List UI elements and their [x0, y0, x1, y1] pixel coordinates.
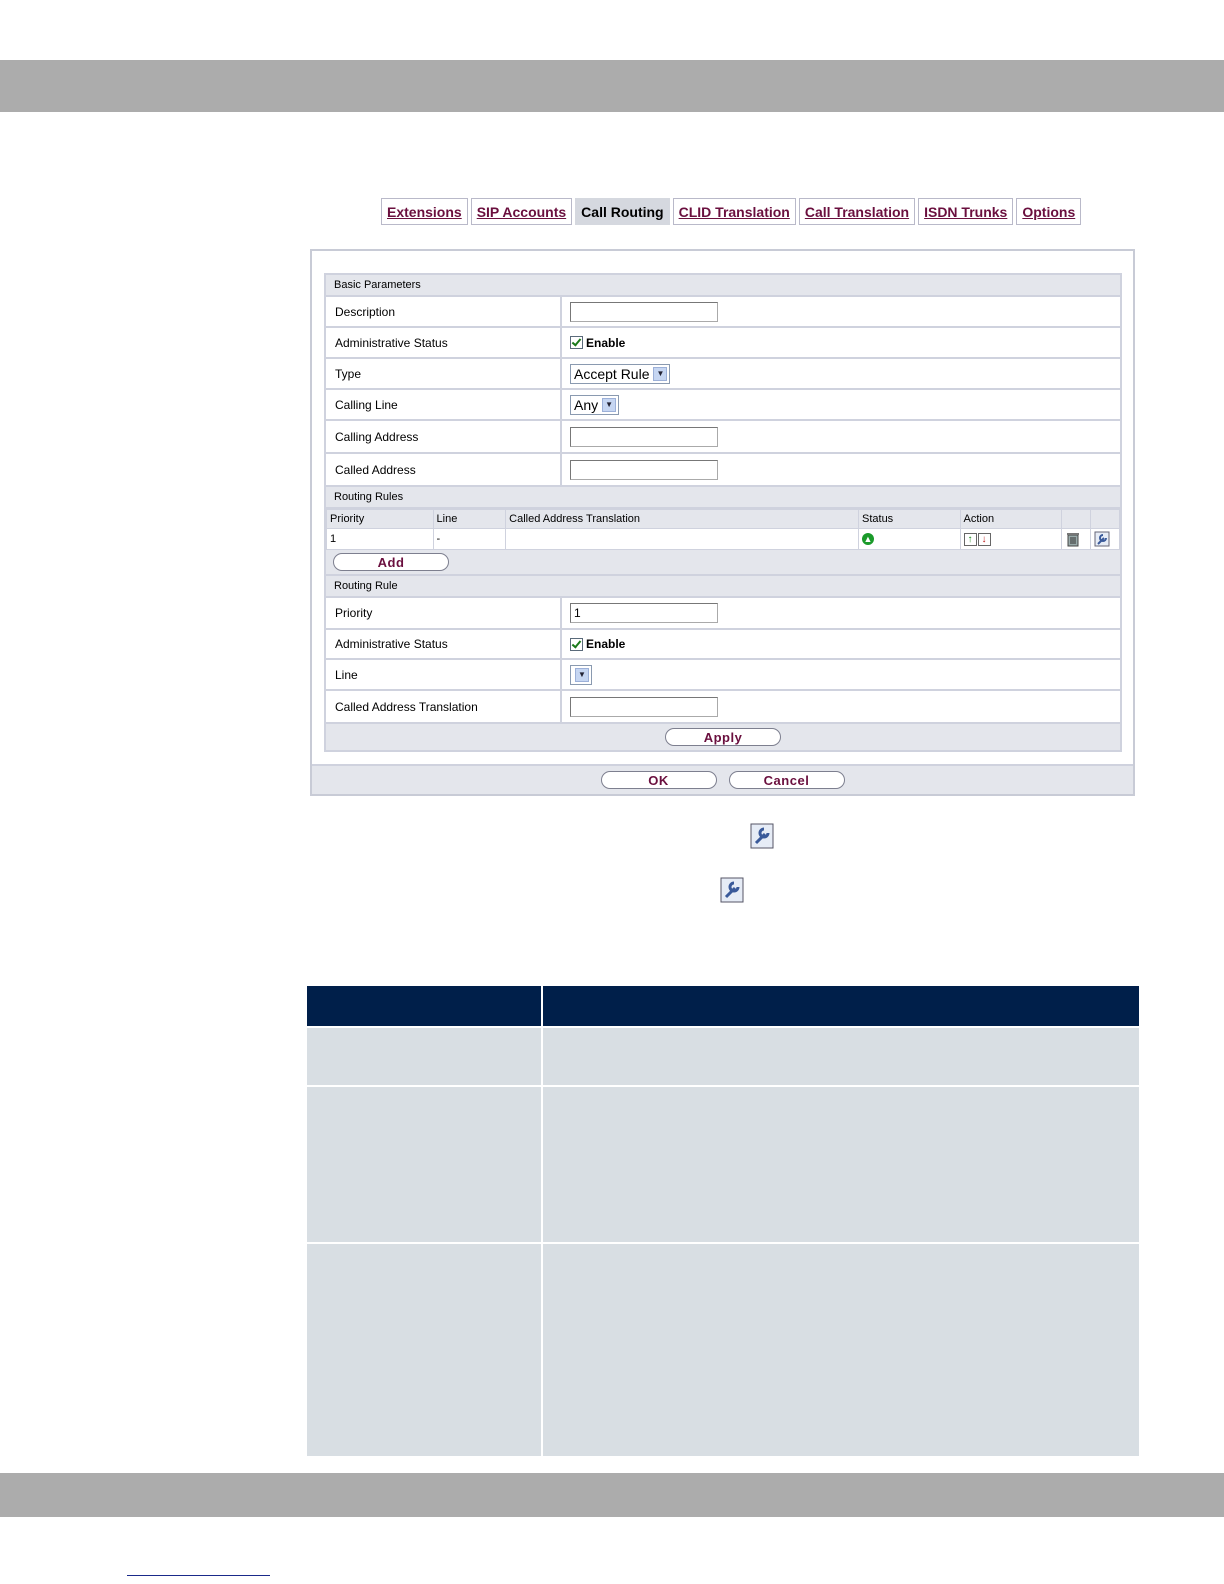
- col-status: Status: [859, 510, 961, 529]
- col-called-address-translation: Called Address Translation: [506, 510, 859, 529]
- description-table-header-col1: [307, 986, 542, 1027]
- type-select-value: Accept Rule: [574, 365, 650, 382]
- description-label: Description: [326, 297, 562, 326]
- priority-input[interactable]: [570, 603, 718, 623]
- col-line: Line: [433, 510, 506, 529]
- translation-input[interactable]: [570, 697, 718, 717]
- table-row: [307, 1027, 1139, 1086]
- called-address-input[interactable]: [570, 460, 718, 480]
- cell-translation: [506, 529, 859, 550]
- admin-status-enable-label: Enable: [586, 335, 626, 350]
- arrow-down-icon[interactable]: ↓: [978, 533, 991, 546]
- routing-rules-table: [326, 509, 1120, 550]
- type-select[interactable]: [570, 364, 670, 384]
- ok-button[interactable]: OK: [601, 771, 717, 789]
- row-type: [326, 359, 1120, 390]
- called-address-label: Called Address: [326, 454, 562, 485]
- table-row: [307, 1086, 1139, 1243]
- footer-band: [0, 1473, 1224, 1517]
- section-heading-routing-rules: Routing Rules: [326, 487, 1120, 509]
- tab-clid-translation[interactable]: CLID Translation: [673, 198, 796, 225]
- tab-call-translation[interactable]: Call Translation: [799, 198, 915, 225]
- description-table: [307, 986, 1139, 1456]
- tab-call-routing[interactable]: Call Routing: [575, 198, 669, 225]
- rule-admin-status-enable-label: Enable: [586, 637, 626, 651]
- form-panel: [324, 273, 1122, 752]
- apply-row: [326, 724, 1120, 750]
- description-table-header-col2: [542, 986, 1139, 1027]
- tab-sip-accounts[interactable]: SIP Accounts: [471, 198, 572, 225]
- row-description: [326, 297, 1120, 328]
- tab-isdn-trunks[interactable]: ISDN Trunks: [918, 198, 1013, 225]
- cell-priority: 1: [327, 529, 434, 550]
- cell-line: -: [433, 529, 506, 550]
- description-input[interactable]: [570, 302, 718, 322]
- chevron-down-icon: ▼: [575, 668, 589, 682]
- line-label: Line: [326, 660, 562, 689]
- wrench-edit-icon: [720, 877, 744, 903]
- row-called-address-translation: [326, 691, 1120, 724]
- wrench-edit-icon[interactable]: [1094, 531, 1110, 547]
- tab-options[interactable]: Options: [1016, 198, 1081, 225]
- row-line: [326, 660, 1120, 691]
- dialog-footer: [312, 764, 1133, 794]
- add-button[interactable]: Add: [333, 553, 449, 571]
- cancel-button[interactable]: Cancel: [729, 771, 845, 789]
- section-heading-routing-rule: Routing Rule: [326, 576, 1120, 598]
- calling-line-label: Calling Line: [326, 390, 562, 419]
- row-admin-status: [326, 328, 1120, 359]
- rule-admin-status-checkbox[interactable]: [570, 638, 583, 651]
- row-calling-line: [326, 390, 1120, 421]
- apply-button[interactable]: Apply: [665, 728, 781, 746]
- tab-extensions[interactable]: Extensions: [381, 198, 468, 225]
- priority-label: Priority: [326, 598, 562, 628]
- calling-line-select[interactable]: [570, 395, 619, 415]
- col-action: Action: [960, 510, 1062, 529]
- row-rule-admin-status: [326, 630, 1120, 660]
- footnote-rule: [127, 1575, 270, 1576]
- calling-address-input[interactable]: [570, 427, 718, 447]
- line-select[interactable]: [570, 665, 592, 685]
- chevron-down-icon: ▼: [653, 367, 667, 381]
- row-called-address: [326, 454, 1120, 487]
- chevron-down-icon: ▼: [602, 398, 616, 412]
- row-calling-address: [326, 421, 1120, 454]
- section-heading-basic: Basic Parameters: [326, 275, 1120, 297]
- arrow-up-icon[interactable]: ↑: [964, 533, 977, 546]
- call-routing-dialog: [310, 249, 1135, 796]
- rule-admin-status-label: Administrative Status: [326, 630, 562, 658]
- header-band: [0, 60, 1224, 112]
- table-row: [327, 529, 1120, 550]
- type-label: Type: [326, 359, 562, 388]
- row-priority: [326, 598, 1120, 630]
- add-row: [326, 550, 1120, 576]
- wrench-edit-icon: [750, 823, 774, 849]
- status-ok-icon: ▲: [863, 534, 873, 544]
- table-row: [307, 1243, 1139, 1456]
- calling-line-select-value: Any: [574, 396, 599, 413]
- trash-icon[interactable]: [1065, 531, 1081, 547]
- admin-status-checkbox[interactable]: [570, 336, 583, 349]
- col-priority: Priority: [327, 510, 434, 529]
- translation-label: Called Address Translation: [326, 691, 562, 722]
- calling-address-label: Calling Address: [326, 421, 562, 452]
- admin-status-label: Administrative Status: [326, 328, 562, 357]
- tab-bar: [381, 198, 1081, 225]
